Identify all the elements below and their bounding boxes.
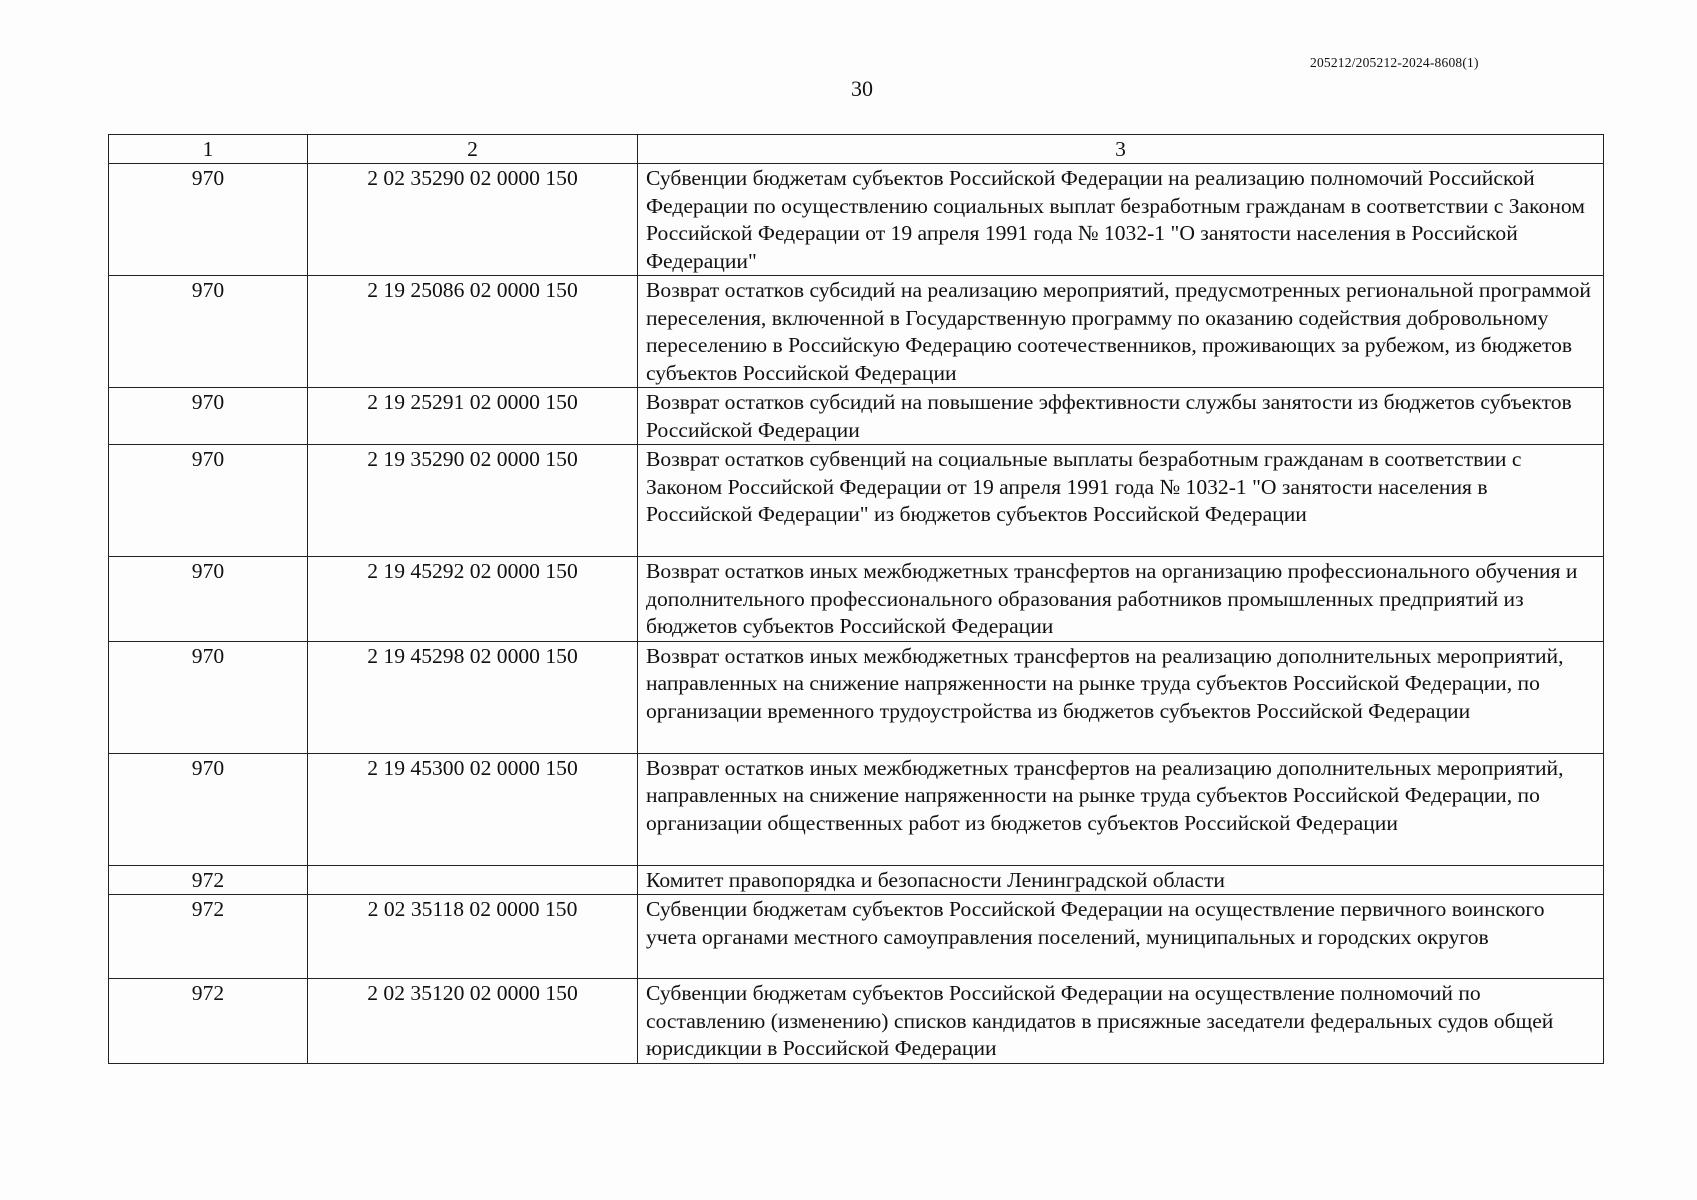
budget-code-cell: 2 19 25291 02 0000 150 [308,388,638,445]
description-cell: Возврат остатков субсидий на реализацию мероприятий, предусмотренных региональной программой переселения, включенной в Государственную программу по оказанию содействия добровольному переселению в Российскую Федерацию соотечественников, проживающих за рубежом, из бюджетов субъектов Российской Федерации [638,276,1604,388]
table-row [109,557,1604,642]
column-header-3: 3 [638,135,1604,164]
budget-code-cell: 2 19 35290 02 0000 150 [308,445,638,557]
document-id: 205212/205212-2024-8608(1) [1310,55,1479,70]
budget-code-cell: 2 19 45292 02 0000 150 [308,557,638,642]
description-cell: Возврат остатков субвенций на социальные выплаты безработным гражданам в соответствии с Законом Российской Федерации от 19 апреля 1991 года № 1032-1 "О занятости населения в Российской Федерации" из бюджетов субъектов Российской Федерации [638,445,1604,557]
admin-code-cell: 970 [109,164,308,276]
admin-code-cell: 970 [109,641,308,753]
table-row [109,753,1604,865]
admin-code-cell: 970 [109,388,308,445]
description-cell: Субвенции бюджетам субъектов Российской Федерации на осуществление первичного воинского учета органами местного самоуправления поселений, муниципальных и городских округов [638,895,1604,979]
admin-code-cell: 970 [109,276,308,388]
budget-code-cell: 2 02 35118 02 0000 150 [308,895,638,979]
table-row [109,895,1604,979]
description-cell: Возврат остатков иных межбюджетных трансфертов на организацию профессионального обучения и дополнительного профессионального образования работников промышленных предприятий из бюджетов субъектов Российской Федерации [638,557,1604,642]
admin-code-cell: 972 [109,895,308,979]
budget-code-cell: 2 02 35120 02 0000 150 [308,979,638,1064]
table-row [109,979,1604,1064]
admin-code-cell: 972 [109,979,308,1064]
table-header-row [109,135,1604,164]
admin-code-cell: 972 [109,865,308,895]
table-row [109,641,1604,753]
column-header-1: 1 [109,135,308,164]
page-number: 30 [851,76,873,101]
description-cell: Возврат остатков иных межбюджетных трансфертов на реализацию дополнительных мероприятий, направленных на снижение напряженности на рынке труда субъектов Российской Федерации, по организации временного трудоустройства из бюджетов субъектов Российской Федерации [638,641,1604,753]
budget-code-cell: 2 19 45300 02 0000 150 [308,753,638,865]
description-cell: Субвенции бюджетам субъектов Российской Федерации на реализацию полномочий Российской Федерации по осуществлению социальных выплат безработным гражданам в соответствии с Законом Российской Федерации от 19 апреля 1991 года № 1032-1 "О занятости населения в Российской Федерации" [638,164,1604,276]
table-row [109,164,1604,276]
description-cell: Возврат остатков иных межбюджетных трансфертов на реализацию дополнительных мероприятий, направленных на снижение напряженности на рынке труда субъектов Российской Федерации, по организации общественных работ из бюджетов субъектов Российской Федерации [638,753,1604,865]
description-cell: Возврат остатков субсидий на повышение эффективности службы занятости из бюджетов субъектов Российской Федерации [638,388,1604,445]
column-header-2: 2 [308,135,638,164]
budget-codes-table [108,134,1604,1064]
table-row [109,388,1604,445]
budget-code-cell: 2 19 25086 02 0000 150 [308,276,638,388]
table-row [109,445,1604,557]
budget-code-cell: 2 02 35290 02 0000 150 [308,164,638,276]
admin-code-cell: 970 [109,557,308,642]
budget-code-cell: 2 19 45298 02 0000 150 [308,641,638,753]
description-cell: Комитет правопорядка и безопасности Ленинградской области [638,865,1604,895]
budget-code-cell [308,865,638,895]
table-row [109,865,1604,895]
table-row [109,276,1604,388]
admin-code-cell: 970 [109,753,308,865]
description-cell: Субвенции бюджетам субъектов Российской Федерации на осуществление полномочий по составлению (изменению) списков кандидатов в присяжные заседатели федеральных судов общей юрисдикции в Российской Федерации [638,979,1604,1064]
admin-code-cell: 970 [109,445,308,557]
